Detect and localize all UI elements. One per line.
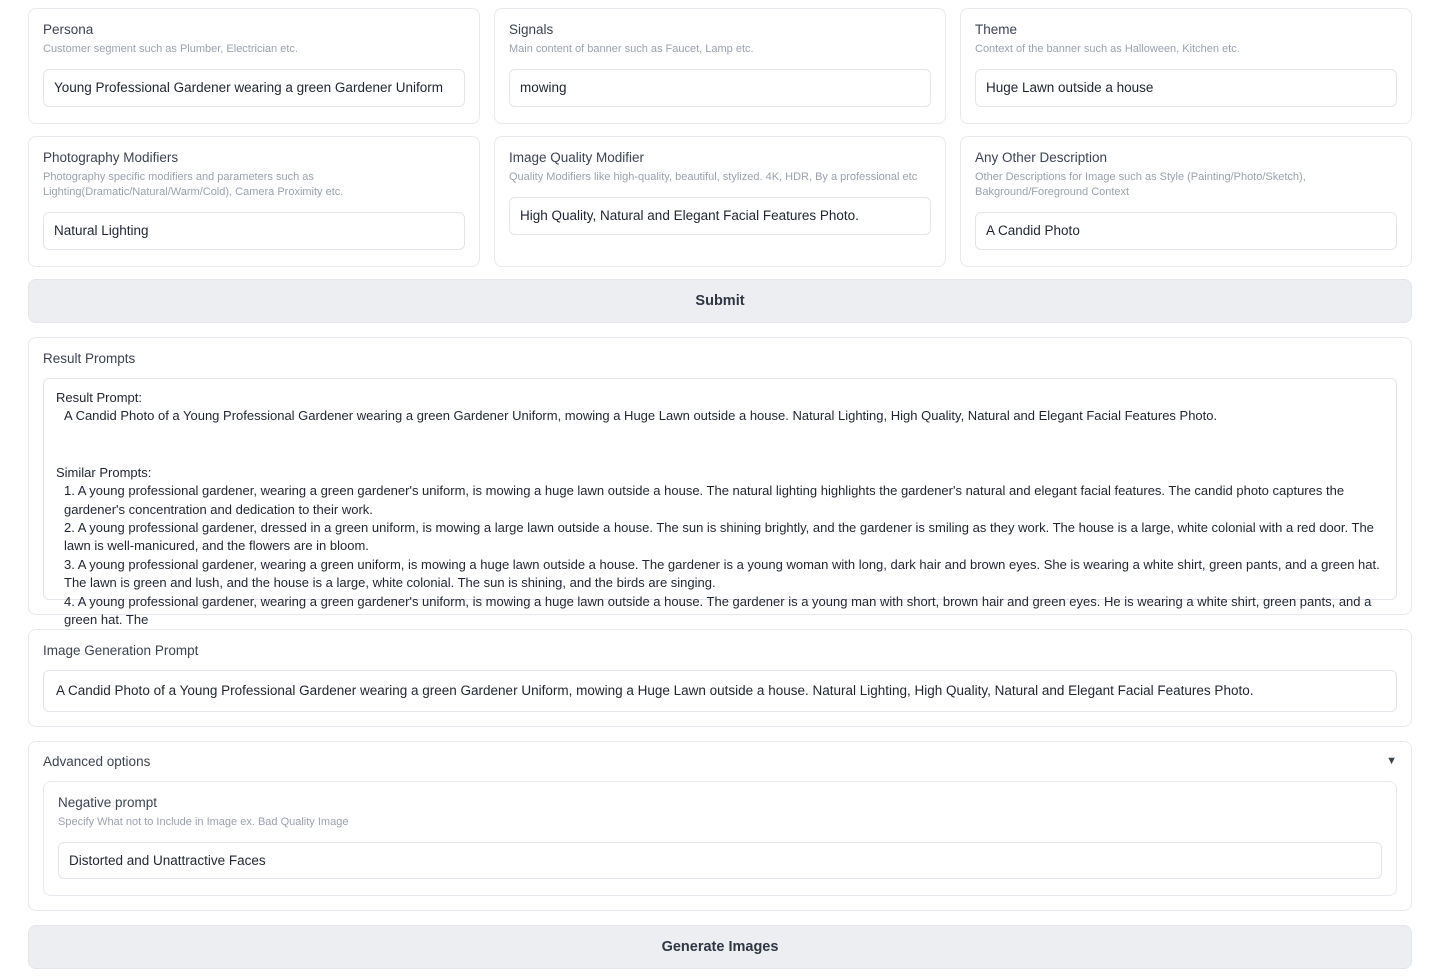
any-other-description-help: Other Descriptions for Image such as Style (Painting/Photo/Sketch), Bakground/Foreground Context [975,170,1306,198]
theme-help: Context of the banner such as Halloween, Kitchen etc. [975,43,1240,56]
persona-input[interactable] [43,69,465,107]
theme-label: Theme [975,22,1018,37]
image-generation-prompt-input[interactable]: A Candid Photo of a Young Professional Gardener wearing a green Gardener Uniform, mowing a Huge Lawn outside a house. Natural Lighting, High Quality, Natural and Elegant Facial Features Photo. [43,670,1397,712]
image-quality-modifier-input[interactable] [509,197,931,235]
image-generation-prompt-card [28,629,1412,727]
persona-label: Persona [43,22,94,37]
result-prompt-text: A Candid Photo of a Young Professional Gardener wearing a green Gardener Uniform, mowing a Huge Lawn outside a house. Natural Lighting, High Quality, Natural and Elegant Facial Features Photo. [64,408,1218,424]
similar-prompt-item: 2. A young professional gardener, dressed in a green uniform, is mowing a large lawn outside a house. The sun is shining brightly, and the gardener is smiling as they work. The house is a large, white colonial with a red door. The lawn is well-manicured, and the flowers are in bloom. [64,520,1374,554]
image-quality-modifier-help: Quality Modifiers like high-quality, beautiful, stylized. 4K, HDR, By a professional etc [509,170,918,183]
generate-images-button[interactable]: Generate Images [28,925,1412,969]
similar-prompt-item: 3. A young professional gardener, wearing a green uniform, is mowing a huge lawn outside a house. The gardener is a young woman with long, dark hair and brown eyes. She is wearing a white shirt, green pants, and a green hat. The lawn is green and lush, and the house is a large, white colonial. The sun is shining, and the birds are singing. [64,556,1380,591]
result-prompts-label: Result Prompts [43,350,136,366]
photography-modifiers-card [28,136,480,267]
photography-modifiers-input[interactable] [43,212,465,250]
theme-input[interactable] [975,69,1397,107]
any-other-description-card [960,136,1412,267]
advanced-options-toggle[interactable] [43,754,1397,769]
inputs-row-2 [28,136,1412,267]
inputs-row-1 [28,8,1412,124]
submit-button[interactable]: Submit [28,279,1412,323]
any-other-description-label: Any Other Description [975,149,1108,165]
photography-modifiers-help: Photography specific modifiers and parameters such as Lighting(Dramatic/Natural/Warm/Cold), Camera Proximity etc. [43,170,344,198]
advanced-options-card [28,741,1412,912]
similar-prompts-label: Similar Prompts: [56,464,152,480]
signals-help: Main content of banner such as Faucet, Lamp etc. [509,43,754,56]
negative-prompt-card [43,781,1397,897]
negative-prompt-label: Negative prompt [58,794,158,810]
any-other-description-input[interactable] [975,212,1397,250]
image-generation-prompt-label: Image Generation Prompt [43,642,199,658]
similar-prompt-item: 4. A young professional gardener, wearing a green gardener's uniform, is mowing a huge lawn outside a house. The gardener is a young man with short, brown hair and green eyes. He is wearing a white shirt, green pants, and a green hat. The [64,593,1372,628]
image-quality-modifier-card [494,136,946,267]
result-prompts-textarea[interactable] [43,378,1397,628]
chevron-down-icon[interactable]: ▼ [1386,755,1397,768]
advanced-options-label: Advanced options [43,753,151,769]
negative-prompt-help: Specify What not to Include in Image ex. Bad Quality Image [58,815,349,828]
photography-modifiers-label: Photography Modifiers [43,149,179,165]
signals-input[interactable] [509,69,931,107]
persona-card [28,8,480,124]
signals-card [494,8,946,124]
image-quality-modifier-label: Image Quality Modifier [509,149,645,165]
negative-prompt-input[interactable] [58,842,1382,880]
result-prompts-card [28,337,1412,628]
signals-label: Signals [509,22,554,37]
persona-help: Customer segment such as Plumber, Electrician etc. [43,43,298,56]
result-prompt-label: Result Prompt: [56,389,142,405]
similar-prompt-item: 1. A young professional gardener, wearing a green gardener's uniform, is mowing a huge lawn outside a house. The natural lighting highlights the gardener's natural and elegant facial features. The candid photo captures the gardener's concentration and dedication to their work. [64,483,1345,517]
theme-card [960,8,1412,124]
result-spacer [56,426,1384,464]
